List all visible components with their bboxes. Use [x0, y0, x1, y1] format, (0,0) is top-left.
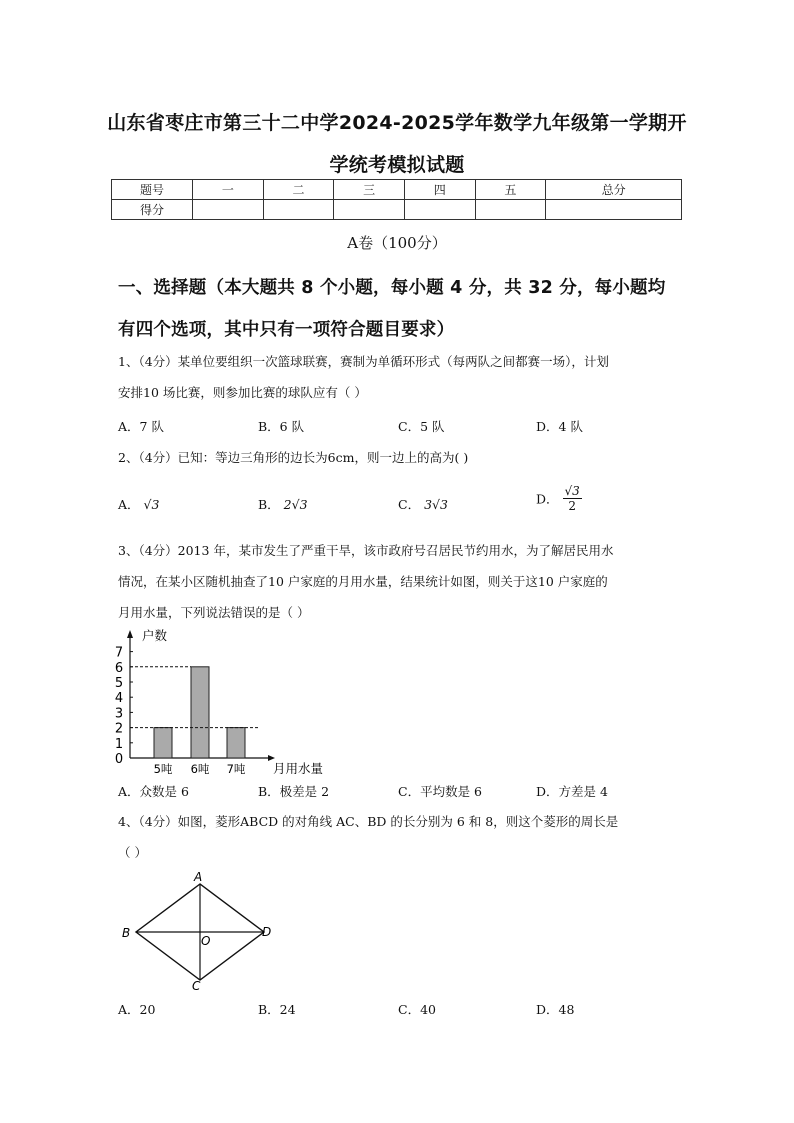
section-a-heading: A卷（100分） [347, 234, 447, 252]
q3-option-d: D．方差是 4 [536, 784, 608, 799]
score-table-score-row [112, 200, 682, 220]
x-axis-title: 月用水量 [273, 761, 324, 776]
y-tick-label: 5 [114, 676, 124, 691]
vertex-label-c: C [192, 979, 201, 992]
vertex-label-b: B [122, 926, 131, 940]
q1-option-a: A．7 队 [118, 419, 164, 434]
q2-option-b-letter: B． [258, 497, 280, 512]
fraction-numerator: √3 [564, 484, 580, 498]
q3-option-a: A．众数是 6 [118, 784, 189, 799]
q2-option-d-fraction [563, 484, 582, 513]
y-axis-arrow [127, 630, 133, 638]
q2-option-b [258, 495, 308, 513]
score-table-header-row [112, 180, 682, 200]
part1-heading-line2: 有四个选项，其中只有一项符合题目要求） [118, 320, 455, 340]
q4-option-d: D．48 [536, 1002, 575, 1017]
score-blank [404, 200, 475, 220]
q2-option-c [398, 495, 448, 513]
score-cell: 三 [334, 180, 405, 200]
q3-option-b: B．极差是 2 [258, 784, 330, 799]
y-tick-label: 3 [114, 706, 124, 722]
x-tick-label: 6吨 [190, 762, 210, 776]
score-cell: 总分 [546, 180, 682, 200]
exam-title-line2: 学统考模拟试题 [329, 154, 465, 176]
vertex-label-a: A [194, 870, 203, 884]
y-tick-label: 6 [114, 660, 124, 676]
q4-option-c: C．40 [398, 1002, 436, 1017]
q2-option-a-value: √3 [143, 497, 160, 512]
x-tick-label: 5吨 [153, 762, 173, 776]
center-label-o: O [201, 934, 211, 948]
chart-bar [191, 667, 209, 758]
q4-rhombus-figure [114, 868, 284, 992]
y-tick-label: 7 [114, 645, 124, 661]
score-cell: 得分 [112, 200, 193, 220]
y-tick-label: 4 [114, 691, 124, 707]
score-blank [263, 200, 334, 220]
y-tick-label: 0 [114, 752, 124, 767]
score-blank [193, 200, 264, 220]
score-cell: 二 [263, 180, 334, 200]
chart-bar [154, 728, 172, 758]
score-cell: 五 [475, 180, 546, 200]
q4-option-b: B．24 [258, 1002, 296, 1017]
q4-stem-line2: （ ） [118, 845, 147, 860]
q2-option-a-letter: A． [118, 497, 140, 512]
q2-option-b-value: 2√3 [283, 497, 308, 512]
q2-option-d [536, 484, 582, 513]
q1-stem-line1: 1、（4分）某单位要组织一次篮球联赛，赛制为单循环形式（每两队之间都赛一场），计划 [118, 354, 609, 369]
part1-heading-line1: 一、选择题（本大题共 8 个小题，每小题 4 分，共 32 分，每小题均 [118, 278, 666, 298]
score-blank [334, 200, 405, 220]
y-tick-label: 2 [114, 721, 124, 737]
y-tick-label: 1 [114, 736, 124, 752]
q3-bar-chart [110, 626, 350, 778]
x-tick-label: 7吨 [226, 762, 246, 776]
chart-bar [227, 728, 245, 758]
q3-option-c: C．平均数是 6 [398, 784, 482, 799]
q3-stem-line1: 3、（4分）2013 年，某市发生了严重干旱，该市政府号召居民节约用水，为了解居民用水 [118, 543, 614, 558]
q3-stem-line3: 月用水量，下列说法错误的是（ ） [118, 605, 310, 620]
fraction-denominator: 2 [568, 499, 576, 513]
exam-title-line1: 山东省枣庄市第三十二中学2024-2025学年数学九年级第一学期开 [107, 112, 687, 134]
q1-option-d: D．4 队 [536, 419, 583, 434]
score-blank [475, 200, 546, 220]
q2-option-a [118, 495, 159, 513]
vertex-label-d: D [262, 925, 272, 939]
q1-option-b: B．6 队 [258, 419, 305, 434]
score-cell: 四 [404, 180, 475, 200]
score-cell: 题号 [112, 180, 193, 200]
q4-option-a: A．20 [118, 1002, 156, 1017]
q2-option-c-value: 3√3 [424, 497, 448, 512]
q1-stem-line2: 安排10 场比赛，则参加比赛的球队应有（ ） [118, 385, 367, 400]
q3-stem-line2: 情况，在某小区随机抽查了10 户家庭的月用水量，结果统计如图，则关于这10 户家庭的 [118, 574, 608, 589]
q2-option-c-letter: C． [398, 497, 421, 512]
q1-option-c: C．5 队 [398, 419, 445, 434]
y-axis-title: 户数 [142, 628, 168, 643]
score-table [111, 179, 682, 220]
score-blank [546, 200, 682, 220]
q2-stem: 2、（4分）已知：等边三角形的边长为6cm，则一边上的高为( ) [118, 450, 469, 465]
score-cell: 一 [193, 180, 264, 200]
q4-stem-line1: 4、（4分）如图，菱形ABCD 的对角线 AC、BD 的长分别为 6 和 8，则这个菱形的周长是 [118, 814, 619, 829]
q2-option-d-letter: D． [536, 491, 559, 507]
